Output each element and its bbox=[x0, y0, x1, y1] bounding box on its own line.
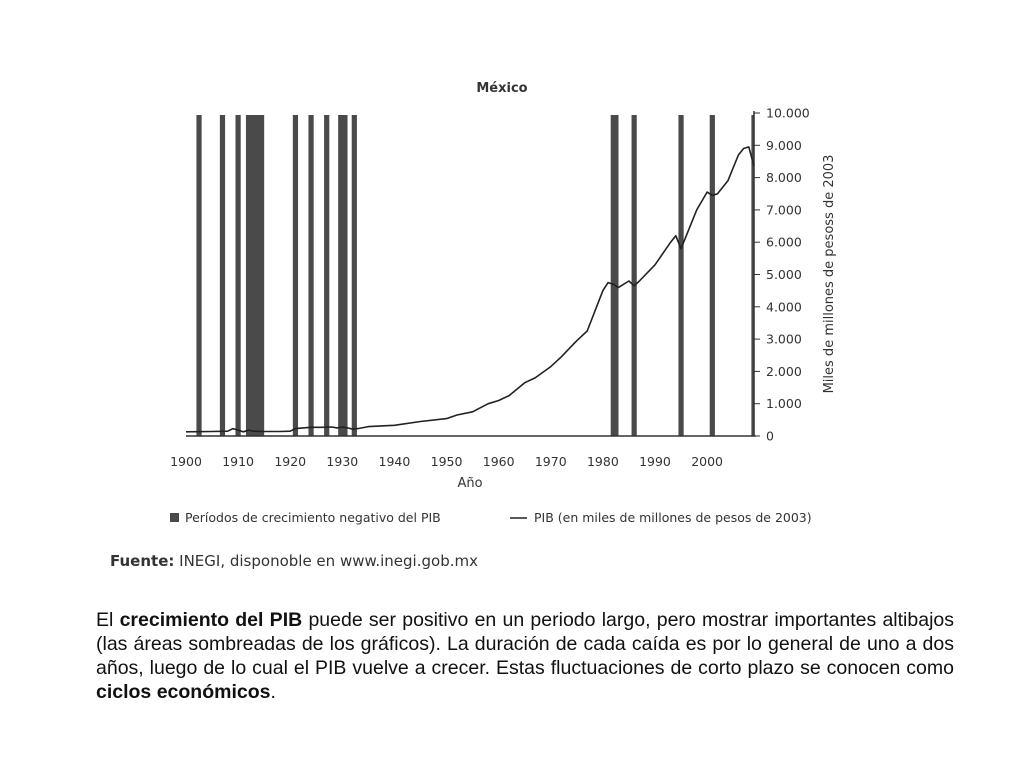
chart-legend bbox=[170, 510, 812, 525]
x-tick-label: 1950 bbox=[430, 454, 463, 469]
negative-growth-bar bbox=[196, 115, 201, 436]
negative-growth-bar bbox=[678, 115, 683, 436]
negative-growth-bar bbox=[611, 115, 619, 436]
y-tick-label: 5.000 bbox=[766, 267, 802, 282]
negative-growth-bar bbox=[338, 115, 347, 436]
x-tick-label: 1970 bbox=[534, 454, 567, 469]
gdp-series bbox=[186, 147, 754, 432]
y-tick-label: 4.000 bbox=[766, 299, 802, 315]
negative-growth-bar bbox=[246, 115, 264, 436]
x-tick-label: 1990 bbox=[639, 454, 671, 469]
paragraph-text-2: puede ser positivo en un periodo largo, pero mostrar importantes altibajos (las áreas sombreadas de los gráficos). La duración de cada caída es por lo general de uno a dos años, luego de lo cual el PIB vuelve a crecer. Estas fluctuaciones de corto plazo se conocen como bbox=[96, 609, 954, 679]
x-tick-label: 1930 bbox=[326, 454, 359, 469]
negative-growth-bars bbox=[196, 115, 754, 436]
x-tick-label: 1900 bbox=[170, 454, 202, 469]
negative-growth-bar bbox=[293, 115, 298, 436]
legend-bars-swatch bbox=[170, 513, 179, 522]
legend-bars-label: Períodos de crecimiento negativo del PIB bbox=[185, 510, 441, 525]
y-tick-label: 9.000 bbox=[766, 137, 802, 153]
source-label: Fuente: bbox=[110, 552, 175, 570]
negative-growth-bar bbox=[352, 115, 357, 436]
source-text: INEGI, disponoble en www.inegi.gob.mx bbox=[179, 552, 478, 570]
x-tick-label: 1910 bbox=[222, 454, 255, 469]
x-axis-label: Año bbox=[457, 476, 483, 491]
y-tick-label: 1.000 bbox=[766, 396, 802, 412]
negative-growth-bar bbox=[308, 115, 313, 436]
source-note bbox=[110, 552, 478, 570]
negative-growth-bar bbox=[236, 115, 241, 436]
y-tick-label: 8.000 bbox=[766, 170, 802, 186]
y-axis-label: Miles de millones de pesoss de 2003 bbox=[822, 154, 837, 394]
y-tick-label: 3.000 bbox=[766, 331, 802, 347]
y-tick-label: 6.000 bbox=[766, 234, 802, 250]
y-tick-label: 0 bbox=[766, 428, 774, 444]
chart-title: México bbox=[476, 81, 528, 96]
negative-growth-bar bbox=[710, 115, 715, 436]
paragraph-text-1: El bbox=[96, 609, 120, 631]
negative-growth-bar bbox=[324, 115, 329, 436]
term-gdp-growth: crecimiento del PIB bbox=[119, 609, 303, 631]
negative-growth-bar bbox=[632, 115, 637, 436]
gdp-line bbox=[186, 147, 754, 432]
y-tick-label: 2.000 bbox=[766, 363, 802, 379]
negative-growth-bar bbox=[220, 115, 225, 436]
x-tick-label: 1940 bbox=[378, 454, 411, 469]
x-tick-label: 2000 bbox=[691, 454, 724, 469]
explanation-paragraph bbox=[96, 608, 954, 704]
y-tick-label: 7.000 bbox=[766, 202, 802, 218]
paragraph-text-3: . bbox=[270, 681, 276, 703]
x-tick-label: 1960 bbox=[482, 454, 515, 469]
term-business-cycles: ciclos económicos bbox=[96, 681, 271, 703]
legend-line-label: PIB (en miles de millones de pesos de 2003) bbox=[534, 510, 812, 525]
x-tick-label: 1980 bbox=[586, 454, 619, 469]
x-tick-label: 1920 bbox=[274, 454, 307, 469]
y-tick-label: 10.000 bbox=[766, 105, 810, 121]
